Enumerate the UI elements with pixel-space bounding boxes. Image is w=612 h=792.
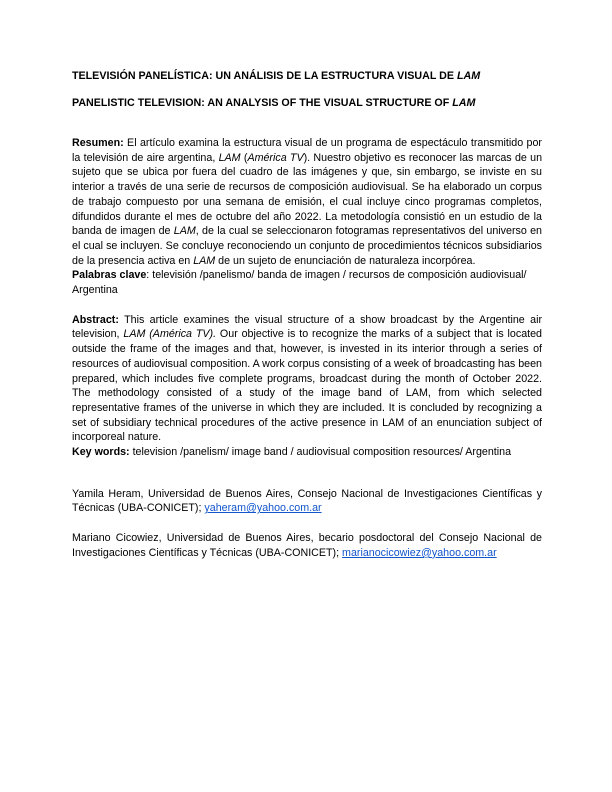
title-english-italic: LAM (452, 97, 476, 109)
email-link-cicowiez[interactable]: marianocicowiez@yahoo.com.ar (342, 546, 497, 559)
resumen-section (72, 136, 542, 298)
document-page (72, 70, 542, 561)
title-spanish: TELEVISIÓN PANELÍSTICA: UN ANÁLISIS DE LA ESTRUCTURA VISUAL DE LAM (72, 70, 481, 82)
author-cicowiez: Mariano Cicowiez, Universidad de Buenos Aires, becario posdoctoral del Consejo Nacional de Investigaciones Científicas y Técnicas (UBA-CONICET); marianocicowiez@yahoo.com.ar (72, 532, 542, 559)
resumen-paragraph: Resumen: El artículo examina la estructura visual de un programa de espectáculo transmitido por la televisión de aire argentina, LAM (América TV). Nuestro objetivo es reconocer las marcas de un sujeto que se ubica por fuera del cuadro de las imágenes y que, sin embargo, se inviste en su interior a través de una serie de recursos de composición audiovisual. Se ha elaborado un corpus de trabajo compuesto por una semana de emisión, el cual incluye cinco programas completos, difundidos durante el mes de octubre del año 2022. La metodología consistió en un estudio de la banda de imagen de LAM, de la cual se seleccionaron fotogramas representativos del universo en el cual se incluyen. Se concluye reconociendo un conjunto de procedimientos técnicos subsidiarios de la presencia activa en LAM de un sujeto de enunciación de naturaleza incorpórea. (72, 137, 543, 267)
resumen-label: Resumen: (72, 137, 124, 149)
palabras-clave-label: Palabras clave (72, 269, 147, 282)
key-words-label: Key words: (72, 446, 130, 459)
palabras-clave: Palabras clave: televisión /panelismo/ banda de imagen / recursos de composición audiovisual/ Argentina (72, 269, 527, 297)
abstract-label: Abstract: (72, 313, 119, 326)
title-english: PANELISTIC TELEVISION: AN ANALYSIS OF THE VISUAL STRUCTURE OF LAM (72, 97, 476, 109)
key-words: Key words: television /panelism/ image band / audiovisual composition resources/ Argentina (72, 446, 512, 459)
author-heram: Yamila Heram, Universidad de Buenos Aires, Consejo Nacional de Investigaciones Científicas y Técnicas (UBA-CONICET); yaheram@yahoo.com.ar (72, 487, 542, 515)
title-spanish-italic: LAM (456, 70, 481, 82)
authors-section (72, 487, 542, 561)
abstract-paragraph: Abstract: This article examines the visual structure of a show broadcast by the Argentine air television, LAM (América TV). Our objective is to recognize the marks of a subject that is located outside the frame of the images and that, however, is invested in its interior through a series of resources of audiovisual composition. A work corpus consisting of a week of broadcasting has been prepared, which includes five complete programs, broadcast during the month of October 2022. The methodology consisted of a study of the image band of LAM, from which selected representative frames of the universe in which they are included. It is concluded by recognizing a set of subsidiary technical procedures of the active presence in LAM of an enunciation subject of incorporeal nature. (72, 313, 543, 444)
abstract-section (72, 313, 542, 460)
email-link-heram[interactable]: yaheram@yahoo.com.ar (204, 502, 322, 515)
